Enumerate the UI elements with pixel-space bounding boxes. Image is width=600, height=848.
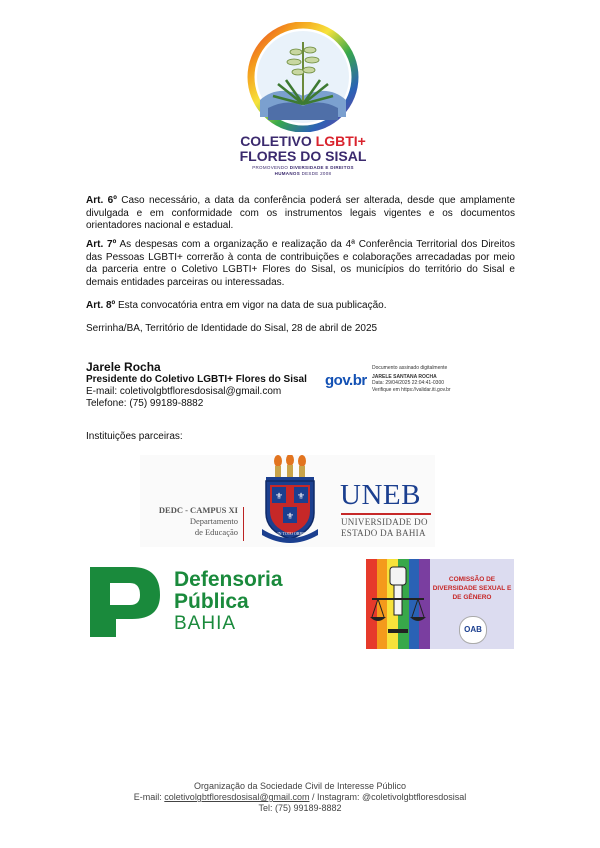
footer — [0, 781, 600, 814]
oab-line-3: DE GÊNERO — [452, 594, 492, 601]
defensoria-logo — [90, 567, 290, 639]
dedc-educacao: de Educação — [194, 527, 238, 537]
oab-text-panel — [430, 559, 514, 649]
article-7: Art. 7º As despesas com a organização e realização da 4ª Conferência Territorial dos Direitos das Pessoas LGBTI+ correrão à conta de contribuições e colaborações arrecadadas por meio da parceria entre o Coletivo LGBTI+ Flores do Sisal, os municípios do território do Sisal e demais entidades parceiras ou interessadas. — [86, 239, 515, 288]
footer-phone: Tel: (75) 99189-8882 — [258, 803, 342, 813]
uneb-motto: IN TOTO ORBE — [277, 531, 305, 536]
footer-contacts: E-mail: coletivolgbtfloresdosisal@gmail.com / Instagram: @coletivolgbtfloresdosisal — [133, 792, 467, 802]
logo-title-coletivo: COLETIVO — [240, 133, 316, 149]
logo-tagline-2: HUMANOS DESDE 2008 — [274, 170, 332, 176]
divider — [243, 507, 244, 541]
dedc-campus: DEDC - CAMPUS XI — [158, 505, 238, 515]
signature-signer: JARELE SANTANA ROCHA — [372, 373, 437, 380]
svg-text:⚜: ⚜ — [274, 492, 284, 502]
svg-text:⚜: ⚜ — [296, 492, 306, 502]
uneb-name: UNEB — [340, 479, 421, 511]
uneb-rule — [341, 513, 431, 515]
logo-emblem — [238, 22, 368, 132]
signer-phone: Telefone: (75) 99189-8882 — [86, 398, 204, 409]
uneb-subtitle-1: UNIVERSIDADE DO — [341, 517, 428, 527]
article-6: Art. 6º Caso necessário, a data da conferência poderá ser alterada, desde que amplamente divulgada e em conformidade com os instrumentos legais vigentes e os documentos orientadores nacional e estadual. — [86, 195, 516, 231]
govbr-logo: gov.br — [325, 372, 367, 389]
oab-badge-text: OAB — [464, 625, 482, 634]
fist-scales-icon — [366, 559, 430, 649]
footer-org-type: Organização da Sociedade Civil de Interesse Público — [193, 781, 407, 791]
uneb-subtitle-2: ESTADO DA BAHIA — [341, 528, 426, 538]
oab-commission-logo — [366, 559, 514, 649]
signer-name: Jarele Rocha — [86, 360, 161, 374]
defensoria-mark-icon — [90, 567, 160, 637]
place-date: Serrinha/BA, Território de Identidade do Sisal, 28 de abril de 2025 — [86, 323, 378, 334]
oab-badge-icon — [459, 616, 487, 644]
defensoria-line-1: Defensoria — [174, 568, 283, 591]
article-8: Art. 8º Esta convocatória entra em vigor na data de sua publicação. — [86, 300, 387, 311]
signature-caption: Documento assinado digitalmente — [372, 365, 448, 371]
defensoria-line-3: BAHIA — [174, 613, 237, 634]
signer-role: Presidente do Coletivo LGBTI+ Flores do Sisal — [86, 374, 307, 385]
defensoria-line-2: Pública — [174, 590, 249, 613]
partners-label: Instituições parceiras: — [86, 431, 183, 442]
signature-verify: Verifique em https://validar.iti.gov.br — [372, 386, 451, 393]
logo-title-flores: FLORES DO SISAL — [239, 148, 367, 164]
digital-signature-info — [372, 365, 492, 393]
logo-title-lgbti: LGBTI+ — [315, 133, 366, 149]
oab-line-2: DIVERSIDADE SEXUAL E — [432, 585, 512, 592]
svg-text:⚜: ⚜ — [285, 512, 295, 522]
dedc-dept: Departamento — [189, 516, 238, 526]
organization-logo — [238, 22, 368, 178]
signer-email: E-mail: coletivolgbtfloresdosisal@gmail.com — [86, 386, 282, 397]
footer-email-link[interactable]: coletivolgbtfloresdosisal@gmail.com — [164, 792, 310, 802]
signature-date: Data: 29/04/2025 22:04:41-0300 — [372, 380, 445, 386]
logo-tagline-1: PROMOVENDO DIVERSIDADE E DIREITOS — [252, 165, 354, 170]
oab-line-1: COMISSÃO DE — [448, 576, 496, 583]
uneb-dedc-block — [140, 455, 435, 547]
